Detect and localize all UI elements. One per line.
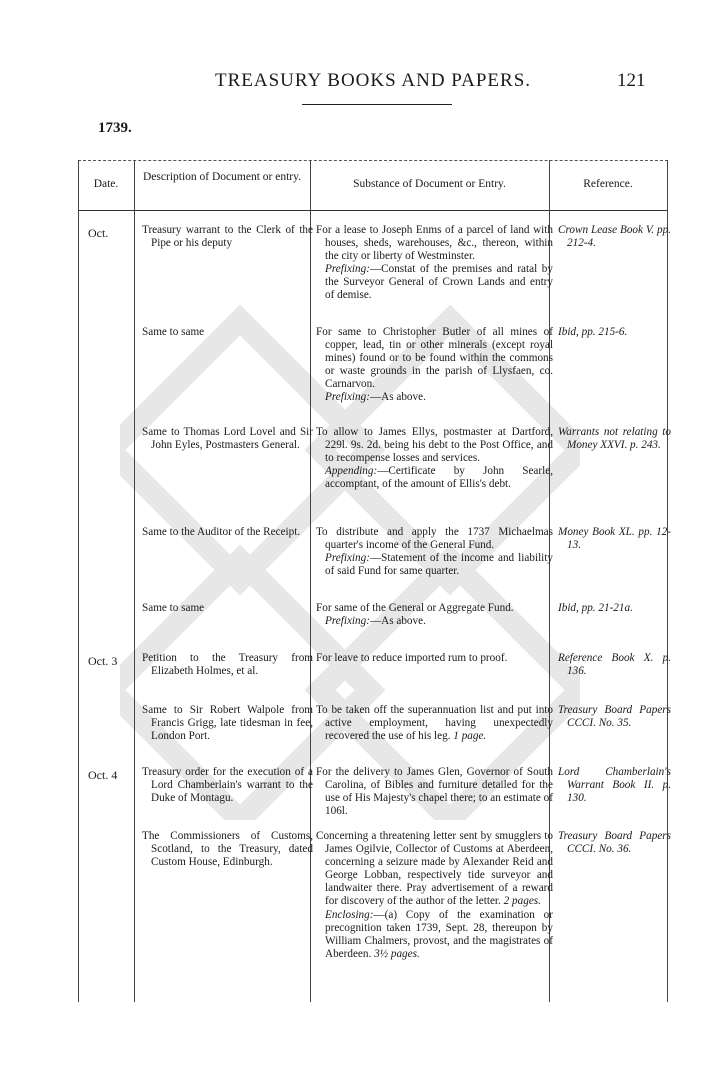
running-title: TREASURY BOOKS AND PAPERS. [215, 70, 532, 91]
row-date: Oct. 3 [88, 654, 118, 668]
row-substance: For leave to reduce imported rum to proof. [316, 652, 508, 664]
row-substance [316, 224, 553, 303]
note-text: —Statement of the income and liability of said Fund for same quarter. [325, 552, 553, 578]
column-header-date: Date. [93, 178, 119, 190]
substance-text: Concerning a threatening letter sent by smugglers to James Ogilvie, Collector of Customs at Aberdeen, concerning a seizure made by Alexander Reid and George Lobban, respectively tide surveyor and landwaiter there. Pray advertisement of a reward for discovery of the author of the letter. [316, 830, 553, 908]
row-date: Oct. 4 [88, 768, 118, 782]
title-rule [302, 104, 452, 105]
row-substance [316, 602, 553, 628]
row-description: Treasury warrant to the Clerk of the Pipe or his deputy [142, 224, 313, 250]
note-text: —Constat of the premises and ratal by the Surveyor General of Crown Lands and entry of demise. [325, 263, 553, 302]
note-text: —(a) Copy of the examination or precognition taken 1739, Sept. 28, thereupon by William Chalmers, provost, and the magistrates of Aberdeen. [325, 908, 553, 960]
row-substance [316, 526, 553, 578]
row-reference: Crown Lease Book V. pp. 212-4. [558, 224, 671, 250]
year-heading: 1739. [98, 120, 132, 136]
note-label: Prefixing: [325, 391, 370, 404]
substance-text: To allow to James Ellys, postmaster at Dartford, 229l. 9s. 2d. being his debt to the Post Office, and to recompense losses and services. [316, 426, 553, 465]
row-reference: Ibid, pp. 215-6. [558, 326, 628, 338]
col-rule-2 [310, 160, 311, 1002]
note-text: —As above. [369, 615, 426, 628]
column-header-reference: Reference. [583, 178, 633, 190]
row-description: Same to Thomas Lord Lovel and Sir John Eyles, Postmasters General. [142, 426, 313, 452]
row-description: Same to same [142, 602, 205, 614]
note-text: —Certificate by John Searle, accomptant, of the amount of Ellis's debt. [325, 465, 553, 491]
row-reference: Ibid, pp. 21-21a. [558, 602, 633, 614]
column-header-substance: Substance of Document or Entry. [353, 178, 506, 190]
row-description: Petition to the Treasury from Elizabeth Holmes, et al. [142, 652, 313, 678]
substance-text: For a lease to Joseph Enms of a parcel of land with houses, sheds, warehouses, &c., thereon, within the city or liberty of Westminster. [316, 224, 553, 263]
row-description: Treasury order for the execution of a Lord Chamberlain's warrant to the Duke of Montagu. [142, 766, 313, 805]
row-substance: For the delivery to James Glen, Governor of South Carolina, of Bibles and furniture detailed for the use of His Majesty's chapel there; to an estimate of 106l. [316, 766, 553, 818]
row-description: Same to the Auditor of the Receipt. [142, 526, 301, 538]
substance-text: For same of the General or Aggregate Fund. [316, 602, 514, 614]
page-number: 121 [617, 70, 646, 91]
header-rule [78, 210, 668, 211]
records-table [78, 160, 671, 1002]
table-top-rule [78, 160, 668, 162]
substance-text: To be taken off the superannuation list and put into active employment, having unexpectedly recovered the use of his leg. [316, 704, 553, 743]
note-label: Enclosing: [325, 908, 374, 921]
note-page-count: 3½ pages. [374, 947, 420, 960]
column-header-description: Description of Document or entry. [143, 171, 301, 183]
note-label: Prefixing: [325, 263, 370, 276]
note-label: Appending: [325, 465, 378, 478]
col-rule-1 [134, 160, 135, 1002]
row-substance [316, 704, 553, 743]
note-label: Prefixing: [325, 552, 370, 565]
row-reference: Reference Book X. p. 136. [558, 652, 671, 678]
substance-text: To distribute and apply the 1737 Michaelmas quarter's income of the General Fund. [316, 526, 553, 552]
row-reference: Warrants not relating to Money XXVI. p. 243. [558, 426, 671, 452]
row-substance [316, 326, 553, 405]
col-rule-0 [78, 160, 79, 1002]
note-text: —As above. [369, 391, 426, 404]
col-rule-4 [667, 160, 668, 1002]
row-reference: Treasury Board Papers CCCI. No. 35. [558, 704, 671, 730]
page-count: 2 pages. [503, 895, 541, 908]
row-reference: Lord Chamberlain's Warrant Book II. p. 130. [558, 766, 671, 805]
page-count: 1 page. [453, 730, 487, 743]
row-reference: Money Book XL. pp. 12-13. [558, 526, 671, 552]
row-date: Oct. [88, 226, 109, 240]
row-substance [316, 830, 553, 961]
row-reference: Treasury Board Papers CCCI. No. 36. [558, 830, 671, 856]
row-description: Same to same [142, 326, 205, 338]
page-header [0, 62, 721, 102]
row-description: Same to Sir Robert Walpole from Francis Grigg, late tidesman in fee, London Port. [142, 704, 313, 743]
row-substance [316, 426, 553, 491]
note-label: Prefixing: [325, 615, 370, 628]
row-description: The Commissioners of Customs, Scotland, to the Treasury, dated Custom House, Edinburgh. [142, 830, 313, 869]
substance-text: For same to Christopher Butler of all mines of copper, lead, tin or other minerals (except royal mines) found or to be found within the commons or waste grounds in the parish of Llysfaen, co. Carnarvon. [316, 326, 553, 391]
